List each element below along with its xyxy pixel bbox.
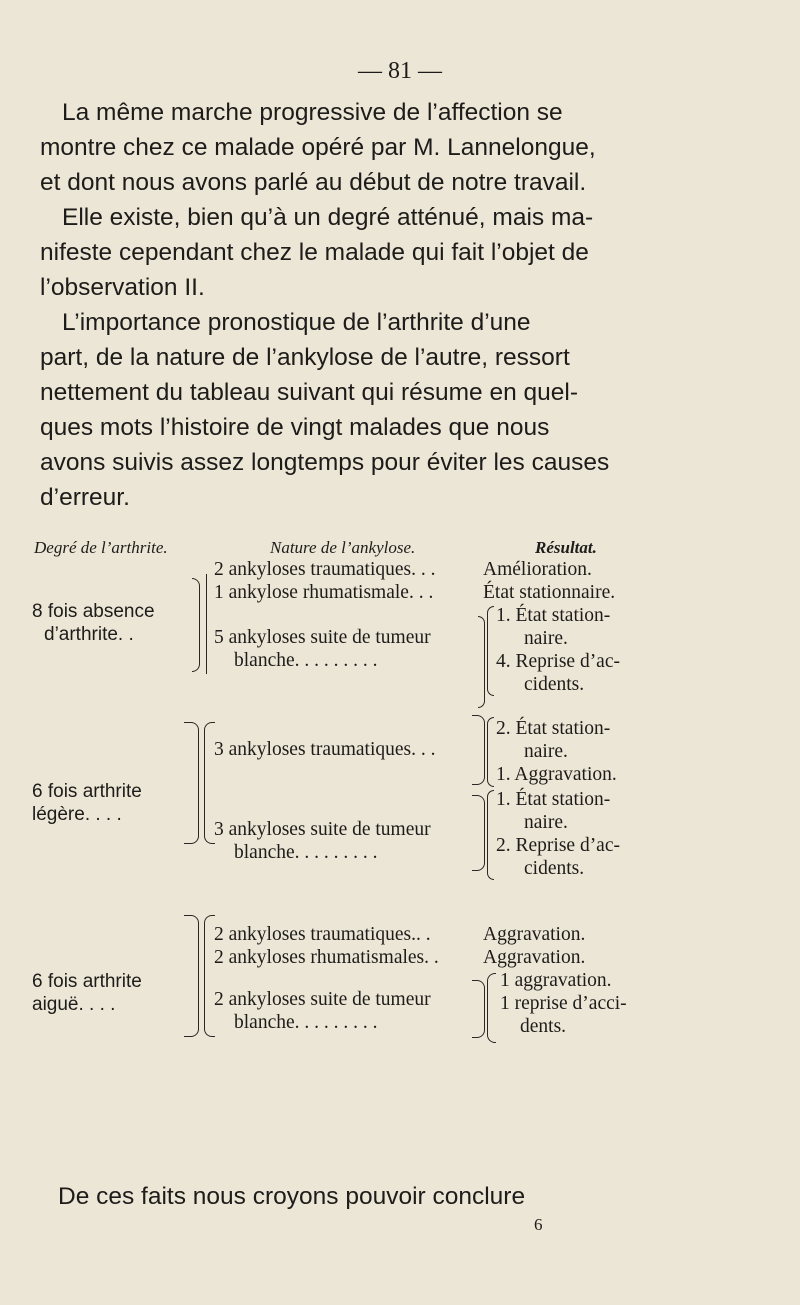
nature-text: 5 ankyloses suite de tumeur [214, 627, 431, 648]
paragraph-2 [40, 200, 772, 305]
nature-cell: 2 ankyloses traumatiques. . . [214, 559, 436, 580]
result-cell [500, 969, 627, 1038]
result-cell: Aggravation. [483, 947, 586, 968]
brace [478, 616, 485, 708]
nature-cell: 3 ankyloses traumatiques. . . [214, 739, 436, 760]
nature-text: blanche. . . . . . . . . [234, 650, 378, 671]
result-cell: Amélioration. [483, 559, 592, 580]
text-line: part, de la nature de l’ankylose de l’autre, ressort [40, 344, 570, 371]
degree-text: aiguë. . . . [32, 994, 116, 1015]
degree-text: 6 fois arthrite [32, 781, 142, 802]
text-line: ques mots l’histoire de vingt malades que nous [40, 414, 550, 441]
paragraph-3 [40, 305, 772, 515]
degree-text: 8 fois absence [32, 601, 155, 622]
brace [487, 717, 494, 787]
result-text: 1. Aggravation. [496, 764, 617, 785]
text-line: La même marche progressive de l’affection se [62, 99, 563, 126]
result-cell: Aggravation. [483, 924, 586, 945]
degree-cell [32, 600, 155, 646]
result-text: cidents. [524, 674, 585, 695]
column-header-degree: Degré de l’arthrite. [34, 538, 168, 557]
brace [206, 574, 207, 674]
result-text: naire. [524, 812, 568, 833]
nature-text: blanche. . . . . . . . . [234, 842, 378, 863]
brace [472, 980, 485, 1038]
result-text: 2. Reprise d’ac- [496, 835, 620, 856]
brace [472, 715, 485, 785]
nature-cell [214, 818, 431, 864]
degree-cell [32, 780, 142, 826]
brace [487, 973, 496, 1043]
result-text: 2. État station- [496, 718, 611, 739]
nature-text: 2 ankyloses suite de tumeur [214, 989, 431, 1010]
nature-cell: 2 ankyloses traumatiques.. . [214, 924, 431, 945]
text-line: l’observation II. [40, 274, 205, 301]
text-line: Elle existe, bien qu’à un degré atténué, mais ma- [62, 204, 594, 231]
page-number: — 81 — [358, 58, 442, 84]
result-text: naire. [524, 628, 568, 649]
brace [472, 795, 485, 871]
column-header-nature: Nature de l’ankylose. [270, 538, 416, 557]
result-text: cidents. [524, 858, 585, 879]
nature-cell: 1 ankylose rhumatismale. . . [214, 582, 434, 603]
text-line: d’erreur. [40, 484, 130, 511]
brace [192, 578, 200, 672]
closing-line: De ces faits nous croyons pouvoir conclure [58, 1183, 526, 1210]
result-cell [496, 788, 620, 880]
paragraph-1 [40, 95, 772, 200]
nature-text: blanche. . . . . . . . . [234, 1012, 378, 1033]
degree-cell [32, 970, 142, 1016]
result-text: naire. [524, 741, 568, 762]
degree-text: légère. . . . [32, 804, 122, 825]
result-text: 4. Reprise d’ac- [496, 651, 620, 672]
nature-cell [214, 626, 431, 672]
signature-mark: 6 [534, 1215, 543, 1234]
degree-text: d’arthrite. . [44, 624, 134, 645]
result-text: dents. [520, 1016, 567, 1037]
text-line: L’importance pronostique de l’arthrite d’une [62, 309, 531, 336]
nature-cell: 2 ankyloses rhumatismales. . [214, 947, 439, 968]
result-text: 1 aggravation. [500, 970, 612, 991]
result-text: 1 reprise d’acci- [500, 993, 627, 1014]
brace [487, 790, 494, 880]
brace [487, 606, 494, 696]
text-line: avons suivis assez longtemps pour éviter les causes [40, 449, 610, 476]
degree-text: 6 fois arthrite [32, 971, 142, 992]
brace [184, 915, 199, 1037]
result-cell [496, 717, 617, 786]
result-cell: État stationnaire. [483, 582, 616, 603]
brace [184, 722, 199, 844]
result-cell [496, 604, 620, 696]
column-header-result: Résultat. [535, 538, 597, 557]
nature-cell [214, 988, 431, 1034]
result-text: 1. État station- [496, 789, 611, 810]
text-line: et dont nous avons parlé au début de notre travail. [40, 169, 587, 196]
text-line: nifeste cependant chez le malade qui fait l’objet de [40, 239, 589, 266]
text-line: montre chez ce malade opéré par M. Lannelongue, [40, 134, 596, 161]
result-text: 1. État station- [496, 605, 611, 626]
nature-text: 3 ankyloses suite de tumeur [214, 819, 431, 840]
text-line: nettement du tableau suivant qui résume en quel- [40, 379, 578, 406]
